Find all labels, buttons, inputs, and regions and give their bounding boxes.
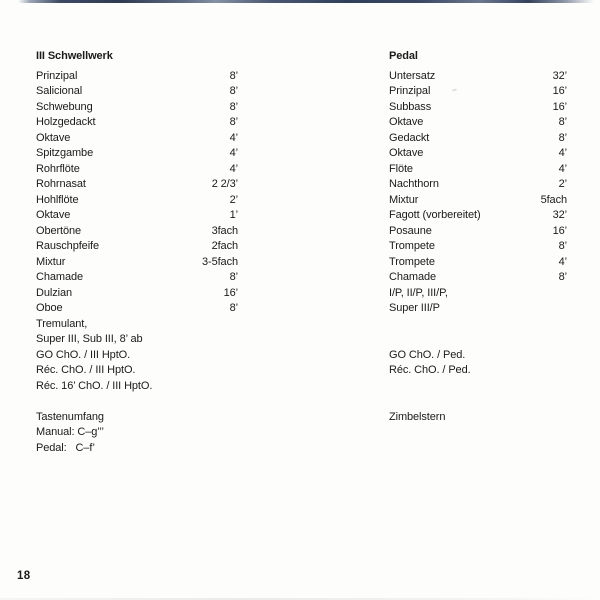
stop-pitch-value: 8’: [229, 116, 238, 129]
stop-pitch-value: 8’: [558, 240, 567, 253]
stop-name: Trompete: [389, 240, 435, 253]
stop-row: [389, 363, 567, 379]
stop-name: Mixtur: [389, 193, 419, 206]
stop-row: [36, 224, 238, 240]
stop-row: [36, 255, 238, 271]
stop-row: [389, 286, 567, 302]
stop-row: [389, 301, 567, 317]
stop-pitch-value: 8’: [229, 271, 238, 284]
stop-row: [389, 193, 567, 209]
stop-pitch-value: 16’: [552, 224, 567, 237]
stop-row: [389, 348, 567, 364]
spacer-row: [389, 394, 567, 410]
stop-name: Rohrflöte: [36, 162, 80, 175]
stop-name: Spitzgambe: [36, 147, 94, 160]
stop-name: Tastenumfang: [36, 410, 104, 423]
stop-row: [36, 441, 238, 457]
stop-row: [389, 224, 567, 240]
stop-name: I/P, II/P, III/P,: [389, 286, 448, 299]
stop-row: [36, 208, 238, 224]
stop-name: Réc. ChO. / III HptO.: [36, 364, 136, 377]
stop-name: Prinzipal: [389, 85, 431, 98]
stop-row: [36, 379, 238, 395]
stop-name: Rohrnasat: [36, 178, 86, 191]
stop-pitch-value: 8’: [229, 69, 238, 82]
stop-row: [389, 100, 567, 116]
stop-row: [36, 363, 238, 379]
stop-name: Prinzipal: [36, 69, 78, 82]
stop-row: [36, 162, 238, 178]
stop-name: Trompete: [389, 255, 435, 268]
stop-row: [36, 115, 238, 131]
stop-row: [389, 239, 567, 255]
stop-row: [36, 131, 238, 147]
stop-row: [36, 286, 238, 302]
stop-name: Nachthorn: [389, 178, 439, 191]
stop-pitch-value: 16’: [223, 286, 238, 299]
stop-name: Schwebung: [36, 100, 93, 113]
stop-row: [36, 69, 238, 85]
stop-name: Manual: C–g’’’: [36, 426, 104, 439]
stop-name: Rauschpfeife: [36, 240, 100, 253]
stop-name: Oktave: [389, 147, 424, 160]
spacer-row: [36, 394, 238, 410]
stop-pitch-value: 8’: [558, 131, 567, 144]
stop-pitch-value: 16’: [552, 85, 567, 98]
stop-pitch-value: 2 2/3’: [211, 178, 238, 191]
stop-name: Réc. 16’ ChO. / III HptO.: [36, 379, 153, 392]
pedal-heading: Pedal: [389, 50, 418, 62]
stop-name: Salicional: [36, 85, 83, 98]
scan-edge-top: [0, 0, 600, 3]
stop-name: Subbass: [389, 100, 432, 113]
stop-name: Hohlflöte: [36, 193, 79, 206]
stop-name: Oktave: [389, 116, 424, 129]
stop-pitch-value: 8’: [229, 100, 238, 113]
stop-name: Posaune: [389, 224, 432, 237]
stop-row: [389, 208, 567, 224]
spacer-row: [389, 379, 567, 395]
stop-name: Untersatz: [389, 69, 436, 82]
stop-row: [36, 410, 238, 426]
stop-name: Oktave: [36, 131, 71, 144]
stop-pitch-value: 4’: [558, 255, 567, 268]
stop-row: [389, 162, 567, 178]
stop-row: [36, 301, 238, 317]
stop-pitch-value: 4’: [229, 147, 238, 160]
stop-name: Holzgedackt: [36, 116, 96, 129]
stop-pitch-value: 8’: [558, 116, 567, 129]
stop-name: Tremulant,: [36, 317, 88, 330]
stop-pitch-value: 4’: [229, 131, 238, 144]
stop-name: Super III/P: [389, 302, 440, 315]
stop-pitch-value: 3fach: [211, 224, 238, 237]
stop-name: Dulzian: [36, 286, 72, 299]
stop-pitch-value: 4’: [558, 147, 567, 160]
stop-pitch-value: 4’: [558, 162, 567, 175]
stop-pitch-value: 8’: [558, 271, 567, 284]
stop-pitch-value: 32’: [552, 209, 567, 222]
stop-row: [389, 177, 567, 193]
stop-row: [36, 270, 238, 286]
stop-pitch-value: 32’: [552, 69, 567, 82]
stop-row: [36, 84, 238, 100]
stop-pitch-value: 1’: [229, 209, 238, 222]
stop-name: Gedackt: [389, 131, 430, 144]
stop-row: [389, 69, 567, 85]
stop-name: Chamade: [36, 271, 83, 284]
spacer-row: [389, 332, 567, 348]
stop-row: [36, 146, 238, 162]
schwellwerk-heading: III Schwellwerk: [36, 50, 113, 62]
page-number: 18: [17, 570, 31, 582]
stop-name: Oktave: [36, 209, 71, 222]
stop-row: [36, 239, 238, 255]
stop-name: Obertöne: [36, 224, 82, 237]
stop-row: [36, 425, 238, 441]
stop-name: GO ChO. / Ped.: [389, 348, 466, 361]
stop-row: [389, 255, 567, 271]
stop-name: Fagott (vorbereitet): [389, 209, 481, 222]
stop-name: Super III, Sub III, 8’ ab: [36, 333, 143, 346]
stop-row: [36, 317, 238, 333]
stop-row: [36, 348, 238, 364]
stop-pitch-value: 8’: [229, 302, 238, 315]
pedal-stop-list: [389, 69, 567, 426]
stop-name: Pedal: C–f’: [36, 441, 95, 454]
stop-row: [389, 410, 567, 426]
stop-pitch-value: 3-5fach: [202, 255, 238, 268]
stop-name: Chamade: [389, 271, 436, 284]
stop-row: [36, 100, 238, 116]
schwellwerk-column: [36, 49, 238, 456]
stop-pitch-value: 5fach: [540, 193, 567, 206]
stop-row: [389, 146, 567, 162]
stop-name: Flöte: [389, 162, 413, 175]
pedal-column: [389, 49, 567, 425]
stop-row: [36, 177, 238, 193]
stop-name: Mixtur: [36, 255, 66, 268]
stop-name: Oboe: [36, 302, 63, 315]
stop-pitch-value: 4’: [229, 162, 238, 175]
stop-pitch-value: 2’: [229, 193, 238, 206]
stop-row: [389, 270, 567, 286]
stop-name: Réc. ChO. / Ped.: [389, 364, 471, 377]
spacer-row: [389, 317, 567, 333]
stop-pitch-value: 2fach: [211, 240, 238, 253]
stop-row: [389, 84, 567, 100]
stop-row: [389, 115, 567, 131]
stop-name: GO ChO. / III HptO.: [36, 348, 131, 361]
schwellwerk-stop-list: [36, 69, 238, 457]
stop-row: [389, 131, 567, 147]
stop-pitch-value: 2’: [558, 178, 567, 191]
stop-pitch-value: 16’: [552, 100, 567, 113]
stop-name: Zimbelstern: [389, 410, 446, 423]
stop-row: [36, 193, 238, 209]
stop-row: [36, 332, 238, 348]
stop-pitch-value: 8’: [229, 85, 238, 98]
